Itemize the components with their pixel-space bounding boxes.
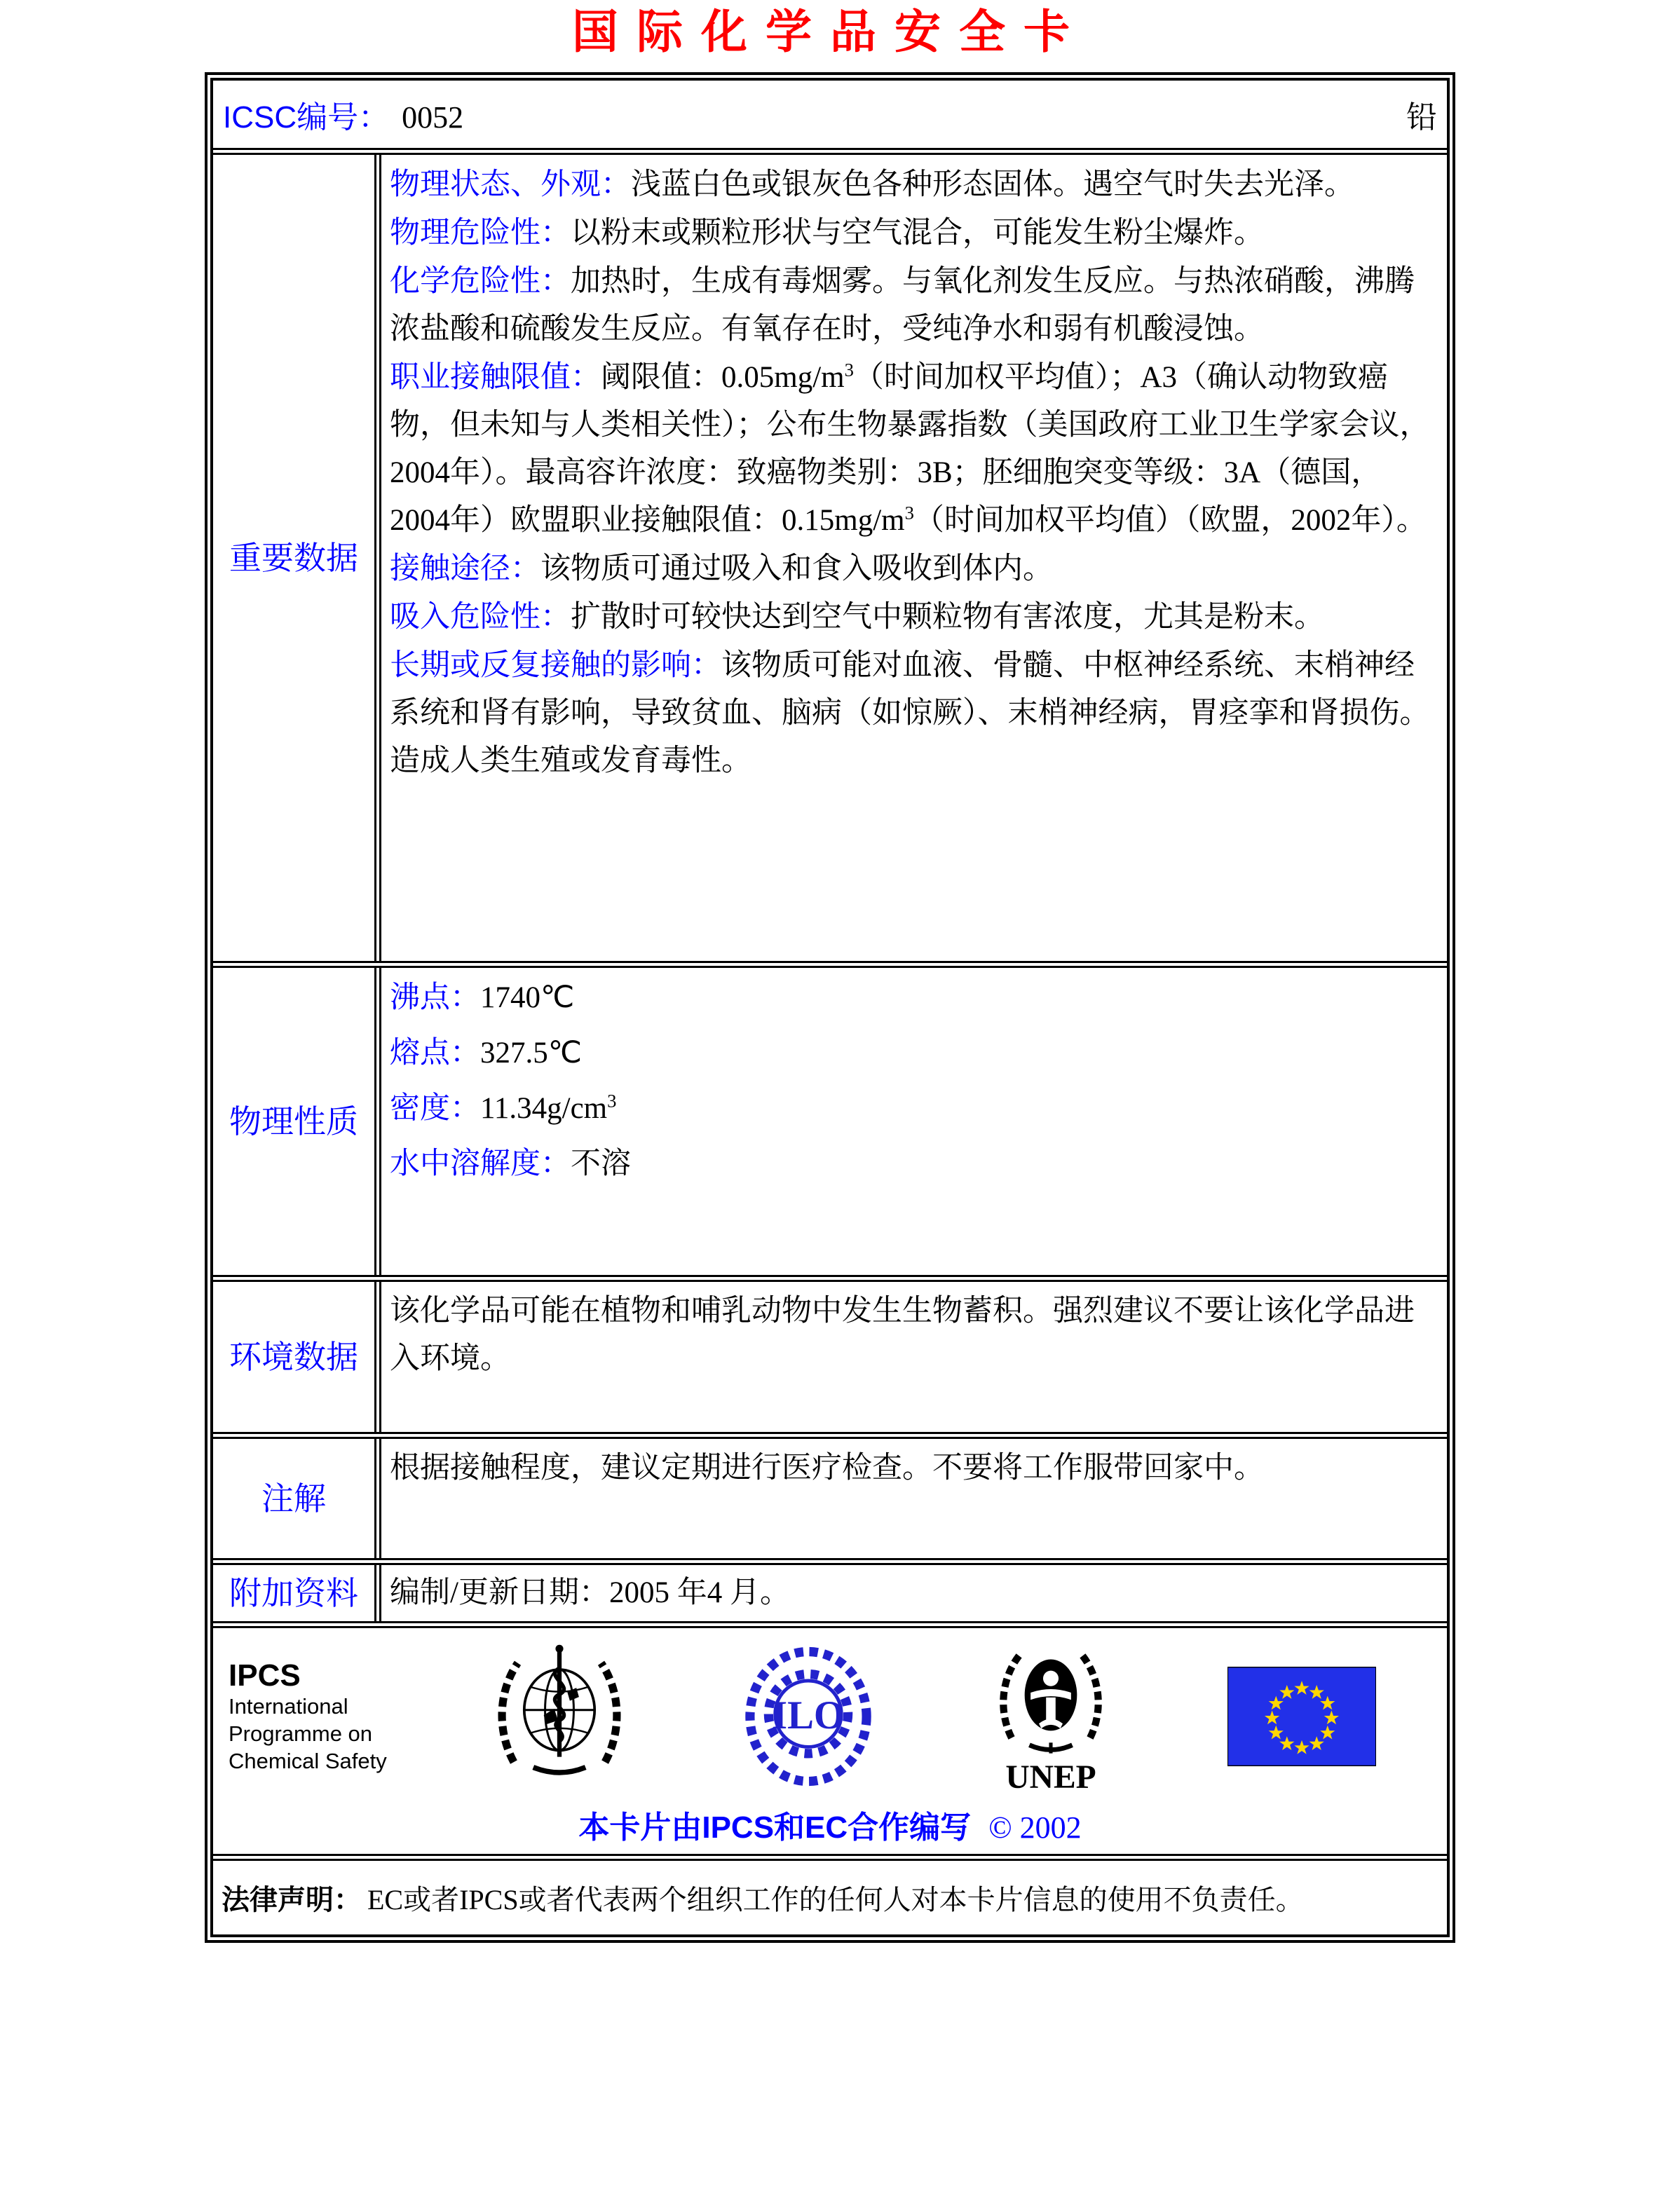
section-row-notes	[213, 1432, 1447, 1558]
ilo-letters: ILO	[771, 1694, 845, 1738]
who-icon	[494, 1642, 625, 1791]
ipcs-title: IPCS	[229, 1658, 301, 1693]
eu-flag-icon	[1227, 1667, 1376, 1766]
section-row-additional	[213, 1558, 1447, 1621]
legal-notice-label: 法律声明：	[222, 1885, 362, 1916]
page-title: 国际化学品安全卡	[572, 7, 1088, 58]
section-label-notes: 注解	[213, 1439, 381, 1558]
logos-line	[226, 1638, 1434, 1795]
ipcs-block	[226, 1658, 436, 1775]
unep-label: UNEP	[1005, 1759, 1096, 1796]
legal-notice-text: EC或者IPCS或者代表两个组织工作的任何人对本卡片信息的使用不负责任。	[367, 1884, 1304, 1916]
section-label-environment: 环境数据	[213, 1282, 381, 1432]
section-row-environment	[213, 1275, 1447, 1432]
ipcs-subtitle-line-2: Programme on	[229, 1721, 373, 1746]
section-label-important: 重要数据	[213, 155, 381, 961]
section-content-physical: 沸点：1740℃ 熔点：327.5℃ 密度：$11.34g/cm^3$ 水中溶解度：不溶	[390, 981, 631, 1181]
ipcs-subtitle-line-3: Chemical Safety	[229, 1748, 387, 1773]
section-content-additional: 编制/更新日期：2005 年4 月。	[390, 1576, 790, 1610]
icsc-number-group	[223, 92, 463, 137]
section-content-important: 物理状态、外观：浅蓝白色或银灰色各种形态固体。遇空气时失去光泽。 物理危险性：以粉末或颗粒形状与空气混合，可能发生粉尘爆炸。 化学危险性：加热时，生成有毒烟雾。与氧化剂发生反应。与热浓硝酸，沸腾浓盐酸和硫酸发生反应。有氧存在时，受纯净水和弱有机酸浸蚀。 职业接触限值：阈限值：$0.05mg/m^3$（时间加权平均值）；A3（确认动物致癌物，但未知与人类相关性）；公布生物暴露指数（美国政府工业卫生学家会议，2004年）。最高容许浓度：致癌物类别：3B；胚细胞突变等级：3A（德国，2004年）欧盟职业接触限值：$0.15mg/m^3$（时间加权平均值）（欧盟，2002年）。 接触途径：该物质可通过吸入和食入吸收到体内。 吸入危险性：扩散时可较快达到空气中颗粒物有害浓度，尤其是粉末。 长期或反复接触的影响：该物质可能对血液、骨髓、中枢神经系统、末梢神经系统和肾有影响，导致贫血、脑病（如惊厥）、末梢神经病，胃痉挛和肾损伤。造成人类生殖或发育毒性。	[390, 168, 1430, 778]
section-content-environment: 该化学品可能在植物和哺乳动物中发生生物蓄积。强烈建议不要让该化学品进入环境。	[390, 1295, 1415, 1376]
organizations-row	[213, 1621, 1447, 1854]
section-label-physical: 物理性质	[213, 968, 381, 1275]
section-row-physical	[213, 961, 1447, 1275]
ilo-icon	[742, 1645, 875, 1788]
unep-icon	[991, 1638, 1110, 1795]
cooperation-caption-text: 本卡片由IPCS和EC合作编写	[578, 1810, 972, 1845]
copyright-text: © 2002	[988, 1810, 1082, 1845]
section-row-important	[213, 148, 1447, 961]
icsc-number-label: ICSC编号：	[223, 100, 390, 135]
icsc-number-value: 0052	[402, 100, 464, 135]
icsc-header-row	[213, 81, 1447, 148]
section-label-additional: 附加资料	[213, 1565, 381, 1621]
icsc-card-table	[205, 72, 1455, 1943]
cooperation-caption	[226, 1802, 1434, 1847]
logo-strip	[436, 1638, 1434, 1795]
substance-name: 铅	[1406, 100, 1437, 135]
section-content-notes: 根据接触程度，建议定期进行医疗检查。不要将工作服带回家中。	[390, 1452, 1264, 1485]
ipcs-subtitle-line-1: International	[229, 1694, 348, 1719]
legal-notice-row	[213, 1854, 1447, 1934]
